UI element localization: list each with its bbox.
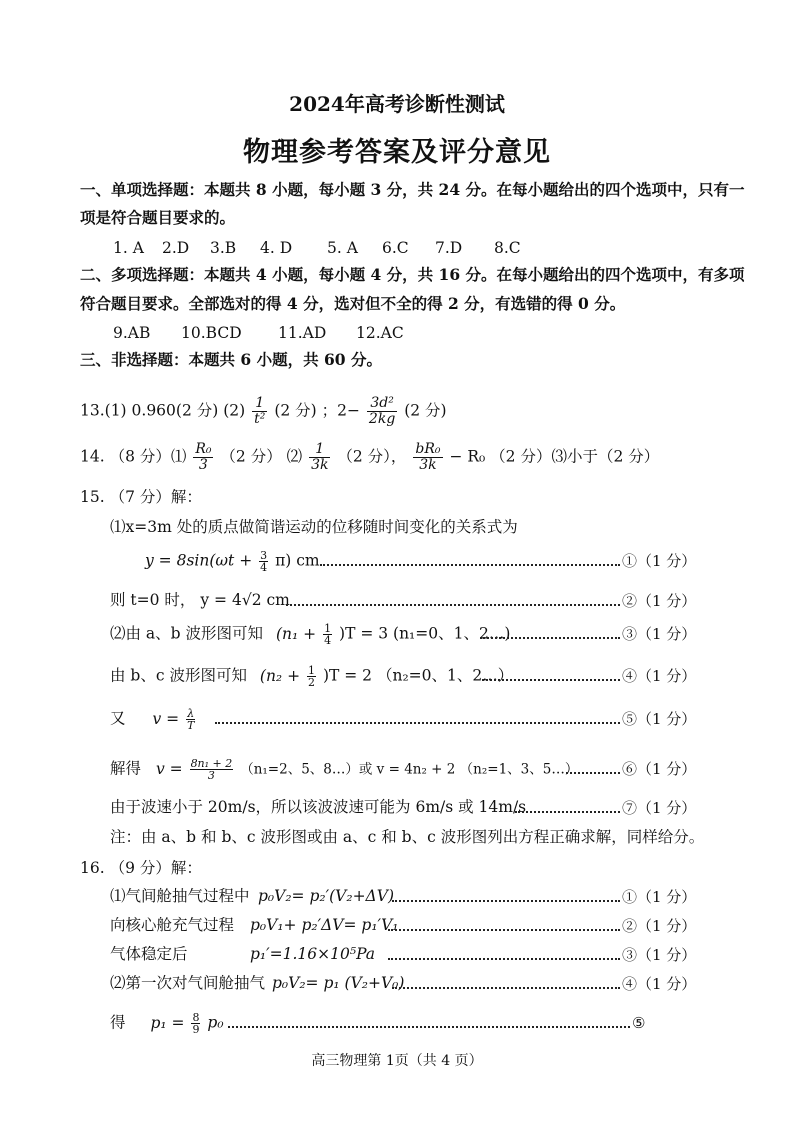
q15-l4-numerator: 1	[308, 664, 316, 677]
q15-e1-part2: π) cm	[275, 551, 320, 570]
leader-dots	[388, 958, 620, 960]
q16-l5-eq-end: p₀	[207, 1013, 224, 1032]
q15-l6-eq: v =	[155, 759, 183, 778]
q15-l3-eq-end: )T = 3 (n₁=0、1、2…)	[339, 624, 511, 643]
q16-mark-4: ④（1 分）	[622, 975, 697, 993]
q15-line-7: 由于波速小于 20m/s，所以该波波速可能为 6m/s 或 14m/s	[110, 798, 527, 816]
q16-l3-text: 气体稳定后	[110, 945, 188, 963]
q15-line-4	[110, 665, 513, 688]
s2-answer-12: 12.AC	[356, 324, 404, 342]
q13-f2-numerator: 3d²	[367, 396, 397, 412]
q16-l3-eq: p₁′=1.16×10⁵Pa	[250, 945, 376, 963]
q15-l5-fraction	[186, 708, 195, 731]
q16-l4-text: ⑵第一次对气间舱抽气	[110, 974, 266, 992]
section1-heading-line2: 项是符合题目要求的。	[80, 208, 236, 227]
q16-l5-eq-start: p₁ =	[150, 1013, 185, 1032]
s1-answer-4: 4. D	[260, 239, 293, 257]
s1-answer-6: 6.C	[382, 239, 409, 257]
s1-answer-8: 8.C	[494, 239, 521, 257]
q16-mark-5: ⑤	[632, 1014, 646, 1032]
s1-answer-1: 1. A	[113, 239, 144, 257]
leader-dots	[228, 1026, 630, 1028]
q14-fraction-2	[309, 442, 330, 473]
q15-line-6	[110, 758, 578, 781]
q14-fraction-3	[413, 442, 442, 473]
s1-answer-2: 2.D	[162, 239, 190, 257]
q15-l4-eq-end: )T = 2 （n₂=0、1、2…）	[322, 666, 514, 685]
leader-dots	[392, 987, 620, 989]
q14-part1: 14. （8 分）⑴	[80, 447, 187, 466]
q14-f3-denominator: 3k	[419, 457, 437, 473]
leader-dots	[286, 604, 620, 606]
q15-l3-numerator: 1	[324, 622, 332, 635]
q15-mark-1: ①（1 分）	[622, 552, 697, 570]
leader-dots	[320, 564, 620, 566]
q15-line-3	[110, 623, 510, 646]
s1-answer-7: 7.D	[435, 239, 463, 257]
q15-line-5	[110, 708, 197, 731]
q16-l5-numerator: 8	[192, 1011, 200, 1024]
leader-dots	[388, 929, 620, 931]
q14-f3-numerator: bR₀	[415, 441, 441, 457]
q14-answer	[80, 442, 659, 473]
q13-answer	[80, 396, 447, 427]
q16-l5-text: 得	[110, 1013, 126, 1032]
q15-e1-denominator: 4	[260, 561, 268, 574]
q15-l4-fraction	[307, 665, 316, 688]
q15-equation-1	[145, 550, 320, 573]
q14-f1-numerator: R₀	[195, 441, 212, 457]
q16-l2-eq: p₀V₁+ p₂′ΔV= p₁′V₁	[250, 916, 399, 934]
leader-dots	[515, 811, 620, 813]
q13-f1-numerator: 1	[252, 396, 267, 412]
exam-title: 2024年高考诊断性测试	[289, 92, 505, 116]
q14-part4: − R₀ （2 分）⑶小于（2 分）	[449, 447, 660, 466]
q15-l5-eq: v =	[152, 709, 180, 728]
q15-l6-numerator: 8n₁ + 2	[190, 757, 233, 770]
q15-l5-denominator: T	[187, 719, 195, 732]
q15-l6-text: 解得	[110, 759, 142, 778]
q15-l3-fraction	[323, 623, 332, 646]
section2-heading-line1: 二、多项选择题：本题共 4 小题，每小题 4 分，共 16 分。在每小题给出的四个选项中，有多项	[80, 265, 745, 284]
q14-f2-numerator: 1	[309, 442, 330, 458]
q15-mark-3: ③（1 分）	[622, 625, 697, 643]
q15-mark-6: ⑥（1 分）	[622, 760, 697, 778]
q13-part3: (2 分)	[404, 401, 447, 420]
q16-mark-3: ③（1 分）	[622, 946, 697, 964]
q14-part2: （2 分） ⑵	[220, 447, 303, 466]
q13-fraction-2	[367, 396, 397, 427]
q13-part1: 13.(1) 0.960(2 分) (2)	[80, 401, 246, 420]
leader-dots	[480, 637, 620, 639]
s1-answer-5: 5. A	[327, 239, 358, 257]
s2-answer-11: 11.AD	[278, 324, 327, 342]
q15-e1-part1: y = 8sin(ωt +	[145, 551, 253, 570]
s2-answer-9: 9.AB	[113, 324, 151, 342]
q16-mark-1: ①（1 分）	[622, 888, 697, 906]
leader-dots	[482, 679, 620, 681]
q15-mark-4: ④（1 分）	[622, 667, 697, 685]
q16-mark-2: ②（1 分）	[622, 917, 697, 935]
q16-l4-eq: p₀V₂= p₁ (V₂+V₀)	[272, 974, 405, 992]
q15-l4-text: 由 b、c 波形图可知	[110, 666, 247, 685]
q15-l5-text: 又	[110, 709, 126, 728]
q15-l6-denominator: 3	[207, 769, 215, 782]
q13-part2: (2 分) ；2−	[274, 401, 360, 420]
q15-heading: 15. （7 分）解：	[80, 488, 202, 506]
q16-l5-denominator: 9	[192, 1023, 200, 1036]
section2-heading-line2: 符合题目要求。全部选对的得 4 分，选对但不全的得 2 分，有选错的得 0 分。	[80, 294, 626, 313]
q15-e1-fraction	[259, 550, 268, 573]
q15-l4-denominator: 2	[308, 676, 316, 689]
q13-f2-denominator: 2kg	[368, 411, 396, 427]
q16-l1-eq: p₀V₂= p₂′(V₂+ΔV)	[258, 887, 394, 905]
q15-mark-7: ⑦（1 分）	[622, 799, 697, 817]
section3-heading: 三、非选择题：本题共 6 小题，共 60 分。	[80, 350, 382, 369]
leader-dots	[566, 772, 620, 774]
q16-l5-fraction	[191, 1012, 200, 1035]
s2-answer-10: 10.BCD	[181, 324, 242, 342]
document-subtitle: 物理参考答案及评分意见	[243, 137, 551, 168]
q13-fraction-1	[252, 396, 267, 427]
s1-answer-3: 3.B	[210, 239, 237, 257]
q14-fraction-1	[193, 442, 213, 473]
q14-part3: （2 分），	[337, 447, 407, 466]
q15-l6-rest: （n₁=2、5、8…）或 v = 4n₂ + 2 （n₂=1、3、5…）	[240, 761, 579, 778]
q15-mark-2: ②（1 分）	[622, 592, 697, 610]
q15-note: 注：由 a、b 和 b、c 波形图或由 a、c 和 b、c 波形图列出方程正确求解，同样给分。	[110, 828, 705, 846]
q16-heading: 16. （9 分）解：	[80, 859, 202, 877]
q15-l3-denominator: 4	[324, 634, 332, 647]
q15-l3-text: ⑵由 a、b 波形图可知	[110, 624, 264, 643]
leader-dots	[215, 722, 620, 724]
q14-f2-denominator: 3k	[311, 457, 329, 473]
q15-mark-5: ⑤（1 分）	[622, 710, 697, 728]
q15-line-2: 则 t=0 时， y = 4√2 cm	[110, 591, 290, 609]
leader-dots	[392, 900, 620, 902]
q15-line-1: ⑴x=3m 处的质点做简谐运动的位移随时间变化的关系式为	[110, 518, 518, 536]
q15-l6-fraction	[190, 758, 234, 781]
q14-f1-denominator: 3	[198, 457, 208, 473]
q15-l5-numerator: λ	[187, 707, 195, 720]
q16-l1-text: ⑴气间舱抽气过程中	[110, 887, 250, 905]
section1-heading-line1: 一、单项选择题：本题共 8 小题，每小题 3 分，共 24 分。在每小题给出的四个选项中，只有一	[80, 180, 745, 199]
q15-l3-eq-start: (n₁ +	[275, 624, 317, 643]
page-footer: 高三物理第 1页（共 4 页）	[311, 1053, 483, 1069]
q15-e1-numerator: 3	[260, 549, 268, 562]
q13-f1-denominator: t²	[254, 411, 266, 427]
q16-l2-text: 向核心舱充气过程	[110, 916, 235, 934]
q16-line-5	[110, 1012, 224, 1035]
q15-l4-eq-start: (n₂ +	[259, 666, 301, 685]
